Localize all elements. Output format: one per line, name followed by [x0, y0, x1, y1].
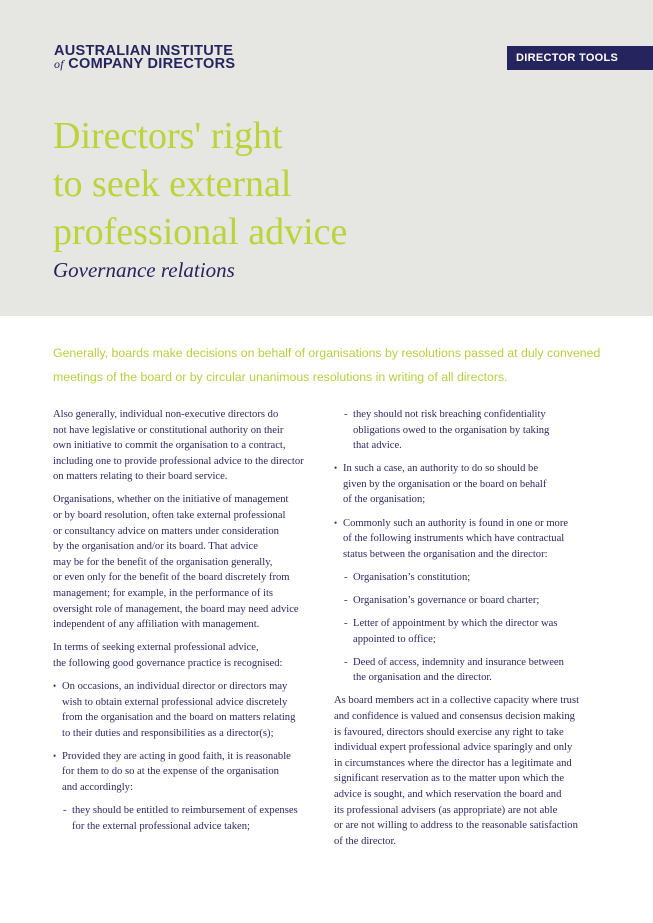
dash-item: [334, 593, 602, 609]
paragraph: [53, 492, 323, 632]
title-line: professional advice: [53, 211, 348, 253]
text-line: - Deed of access, indemnity and insurance between: [353, 656, 564, 668]
text-line: given by the organisation or the board on behalf: [343, 478, 547, 490]
text-line: As board members act in a collective capacity where trust: [334, 695, 580, 707]
text-line: or by board resolution, often take external professional: [53, 510, 286, 522]
text-line: - Organisation’s constitution;: [353, 571, 471, 583]
text-line: may be for the benefit of the organisation generally,: [53, 556, 273, 568]
text-line: - Organisation’s governance or board charter;: [353, 594, 540, 606]
text-line: to their duties and responsibilities as a director(s);: [62, 727, 274, 739]
dash-item: [334, 655, 602, 686]
text-line: or even only for the benefit of the board discretely from: [53, 572, 290, 584]
text-line: - they should be entitled to reimbursement of expenses: [72, 805, 298, 817]
text-line: • In such a case, an authority to do so should be: [343, 463, 539, 475]
text-line: or consultancy advice on matters under consideration: [53, 525, 279, 537]
text-line: including one to provide professional advice to the director: [53, 455, 304, 467]
bullet-item: [334, 461, 602, 508]
header-panel: [0, 0, 653, 316]
dash-item: [334, 616, 602, 647]
text-line: Also generally, individual non-executive directors do: [53, 409, 279, 420]
director-tools-badge: DIRECTOR TOOLS: [507, 46, 653, 70]
paragraph: [53, 640, 323, 671]
text-line: for them to do so at the expense of the organisation: [62, 766, 279, 778]
paragraph: [334, 693, 602, 849]
lead-line: meetings of the board or by circular unanimous resolutions in writing of all directors.: [53, 369, 508, 384]
page-title: [53, 112, 347, 256]
text-line: individual expert professional advice sparingly and only: [334, 742, 573, 754]
bullet-item: [53, 749, 323, 796]
text-line: • On occasions, an individual director or directors may: [62, 681, 288, 692]
text-line: the following good governance practice is recognised:: [53, 657, 283, 669]
paragraph: [53, 407, 323, 485]
text-line: Organisations, whether on the initiative of management: [53, 494, 289, 506]
text-line: oversight role of management, the board may need advice: [53, 603, 299, 615]
text-line: and confidence is valued and consensus decision making: [334, 711, 575, 722]
text-line: from the organisation and the board on matters relating: [62, 712, 296, 724]
text-line: of the director.: [334, 835, 397, 847]
text-line: and accordingly:: [62, 782, 133, 794]
bullet-item: [53, 679, 323, 741]
text-line: own initiative to commit the organisation to a contract,: [53, 440, 286, 452]
left-column: [53, 407, 323, 842]
text-line: of the following instruments which have contractual: [343, 533, 565, 545]
dash-item: [334, 407, 602, 454]
text-line: is favoured, directors should exercise any right to take: [334, 726, 564, 738]
text-line: appointed to office;: [353, 633, 436, 645]
text-line: wish to obtain external professional advice discretely: [62, 696, 288, 708]
page-subtitle: Governance relations: [53, 258, 235, 282]
text-line: its professional advisers (as appropriate) are not able: [334, 804, 558, 816]
text-line: • Provided they are acting in good faith, it is reasonable: [62, 750, 291, 762]
text-line: management; for example, in the performance of its: [53, 588, 274, 600]
text-line: status between the organisation and the director:: [343, 548, 548, 560]
text-line: of the organisation;: [343, 494, 426, 506]
dash-item: [334, 570, 602, 586]
text-line: In terms of seeking external professional advice,: [53, 642, 259, 654]
text-line: independent of any affiliation with management.: [53, 619, 260, 631]
lead-paragraph: [53, 342, 613, 389]
dash-item: [53, 803, 323, 834]
text-line: significant reservation as to the matter upon which the: [334, 773, 565, 785]
title-line: to seek external: [53, 163, 292, 205]
logo-line-2: [54, 58, 235, 71]
text-line: by the organisation and/or its board. That advice: [53, 541, 258, 553]
text-line: • Commonly such an authority is found in one or more: [343, 517, 569, 529]
text-line: obligations owed to the organisation by taking: [353, 424, 550, 436]
text-line: that advice.: [353, 440, 402, 452]
text-line: - they should not risk breaching confidentiality: [353, 409, 546, 420]
text-line: on matters relating to their board service.: [53, 471, 228, 483]
bullet-item: [334, 516, 602, 563]
right-column: [334, 407, 602, 857]
text-line: the organisation and the director.: [353, 672, 492, 684]
text-line: or are not willing to address to the reasonable satisfaction: [334, 820, 578, 832]
text-line: in circumstances where the director has a legitimate and: [334, 757, 572, 769]
text-line: advice is sought, and which reservation the board and: [334, 788, 562, 800]
title-line: Directors' right: [53, 115, 283, 157]
text-line: not have legislative or constitutional authority on their: [53, 424, 284, 436]
logo-of: of: [54, 57, 64, 71]
lead-line: Generally, boards make decisions on behalf of organisations by resolutions passed at duly convened: [53, 346, 601, 360]
logo-line-1: AUSTRALIAN INSTITUTE: [54, 43, 234, 59]
aicd-logo: [54, 45, 235, 71]
text-line: - Letter of appointment by which the director was: [353, 618, 558, 630]
logo-line-2-text: COMPANY DIRECTORS: [68, 56, 236, 72]
header-divider: [0, 316, 653, 320]
text-line: for the external professional advice taken;: [72, 820, 250, 832]
